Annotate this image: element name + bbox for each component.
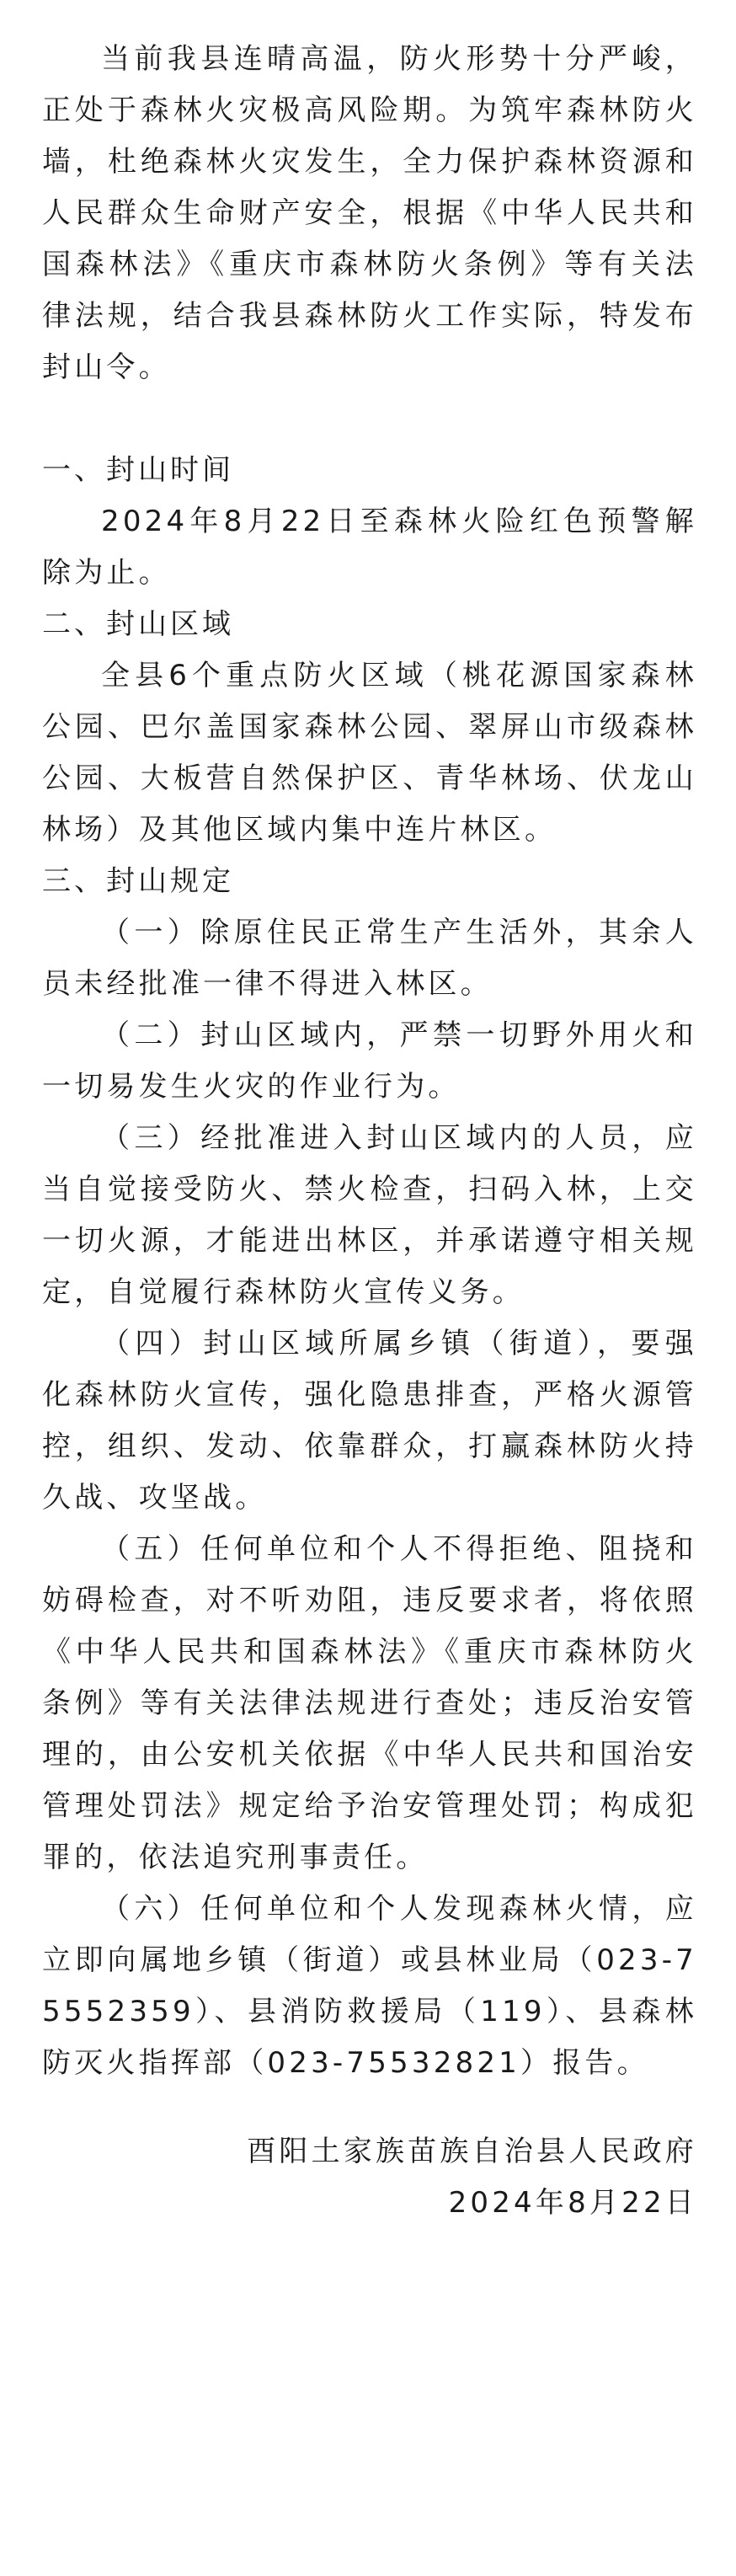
rule-item-4: （四）封山区域所属乡镇（街道），要强化森林防火宣传，强化隐患排查，严格火源管控，组织、发动、依靠群众，打赢森林防火持久战、攻坚战。 <box>42 1327 697 1515</box>
intro-paragraph: 当前我县连晴高温，防火形势十分严峻，正处于森林火灾极高风险期。为筑牢森林防火墙，杜绝森林火灾发生，全力保护森林资源和人民群众生命财产安全，根据《中华人民共和国森林法》《重庆市森林防火条例》等有关法律法规，结合我县森林防火工作实际，特发布封山令。 <box>42 42 697 384</box>
signature-block <box>42 2126 697 2229</box>
section-area-heading: 二、封山区域 <box>42 607 234 641</box>
issuer-name: 酉阳土家族苗族自治县人民政府 <box>247 2135 697 2168</box>
blank-line <box>42 393 697 445</box>
rule-item-2: （二）封山区域内，严禁一切野外用火和一切易发生火灾的作业行为。 <box>42 1018 697 1104</box>
section-area-body: 全县6个重点防火区域（桃花源国家森林公园、巴尔盖国家森林公园、翠屏山市级森林公园、大板营自然保护区、青华林场、伏龙山林场）及其他区域内集中连片林区。 <box>42 659 697 847</box>
section-rules-heading: 三、封山规定 <box>42 864 234 898</box>
issue-date: 2024年8月22日 <box>448 2186 697 2220</box>
section-time-body: 2024年8月22日至森林火险红色预警解除为止。 <box>42 505 697 590</box>
rule-item-6: （六）任何单位和个人发现森林火情，应立即向属地乡镇（街道）或县林业局（023-75552359）、县消防救援局（119）、县森林防灭火指挥部（023-75532821）报告。 <box>42 1892 697 2080</box>
section-time-heading: 一、封山时间 <box>42 453 234 487</box>
rule-item-3: （三）经批准进入封山区域内的人员，应当自觉接受防火、禁火检查，扫码入林，上交一切火源，才能进出林区，并承诺遵守相关规定，自觉履行森林防火宣传义务。 <box>42 1121 697 1309</box>
rule-item-5: （五）任何单位和个人不得拒绝、阻挠和妨碍检查，对不听劝阻，违反要求者，将依照《中华人民共和国森林法》《重庆市森林防火条例》等有关法律法规进行查处；违反治安管理的，由公安机关依据《中华人民共和国治安管理处罚法》规定给予治安管理处罚；构成犯罪的，依法追究刑事责任。 <box>42 1532 697 1874</box>
rule-item-1: （一）除原住民正常生产生活外，其余人员未经批准一律不得进入林区。 <box>42 916 697 1001</box>
